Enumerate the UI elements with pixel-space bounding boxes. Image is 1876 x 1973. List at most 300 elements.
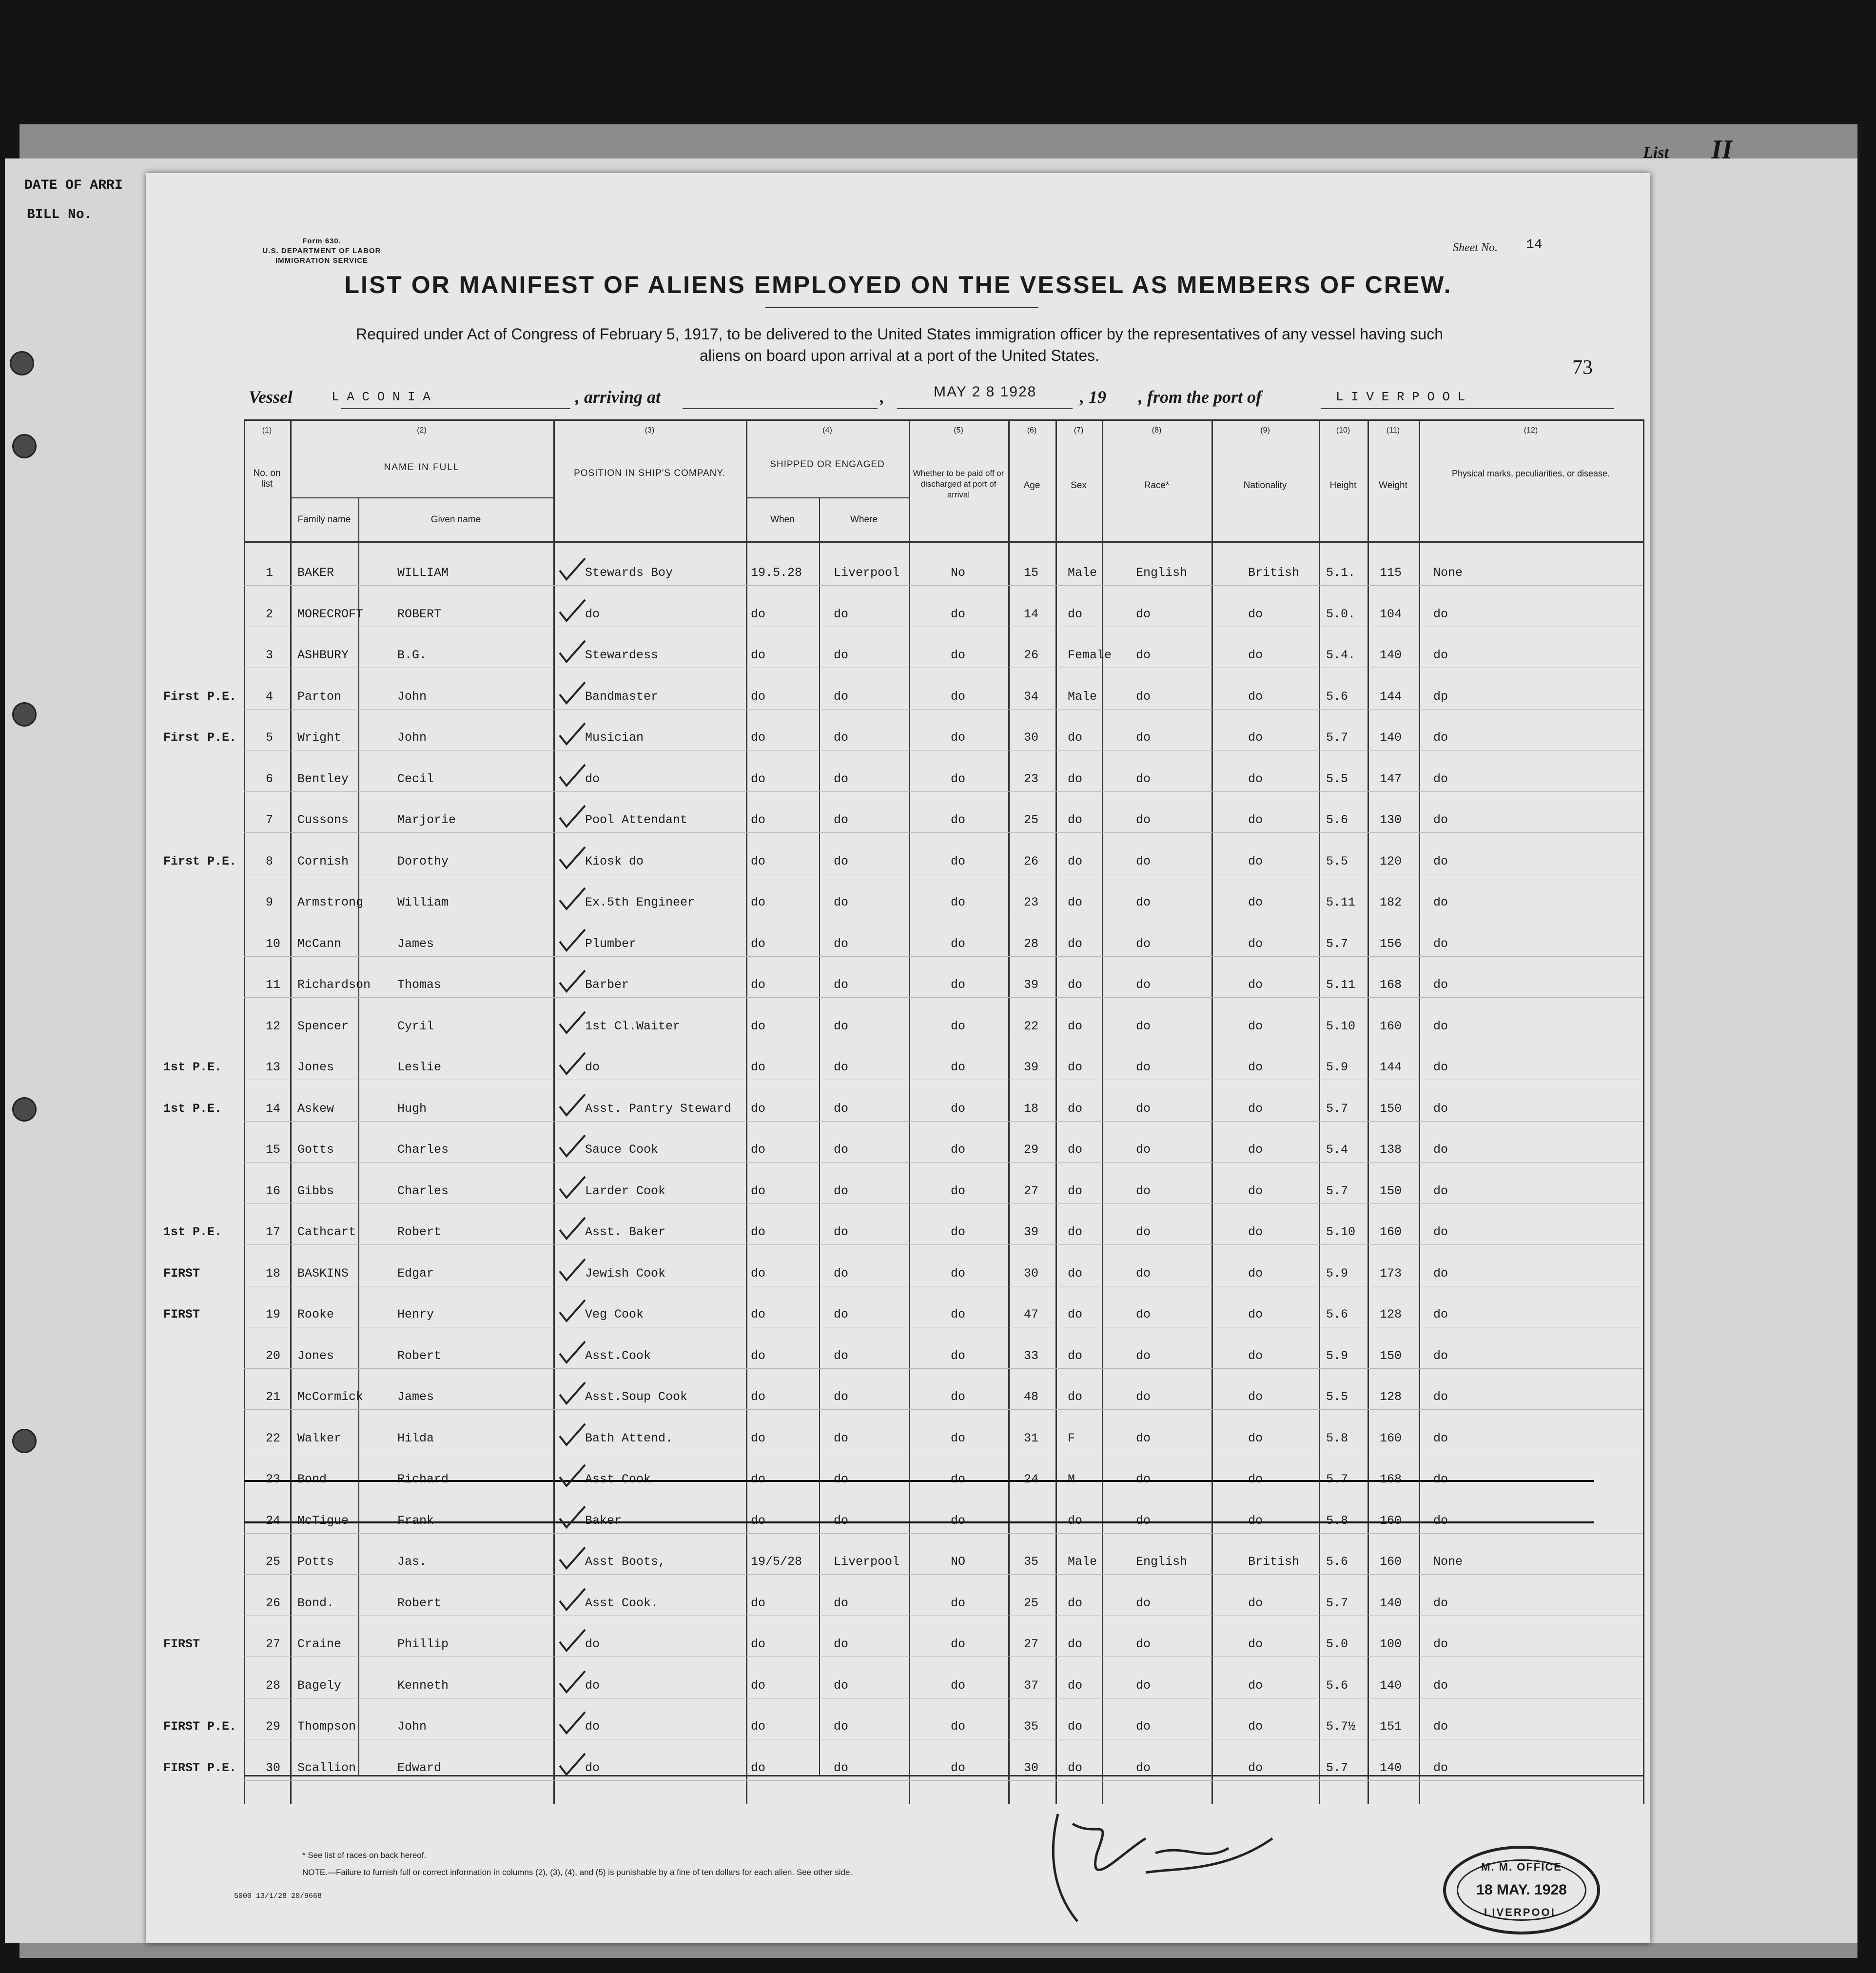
row-13-age: 39 bbox=[1024, 1060, 1039, 1074]
row-11-paid: do bbox=[951, 978, 966, 992]
row-11-nationality: do bbox=[1248, 978, 1263, 992]
row-5-given: John bbox=[397, 730, 427, 745]
column-number: (5) bbox=[954, 426, 963, 434]
row-18-age: 30 bbox=[1024, 1266, 1039, 1281]
row-9-nationality: do bbox=[1248, 895, 1263, 909]
check-mark-icon bbox=[556, 762, 590, 791]
row-19-height: 5.6 bbox=[1326, 1307, 1348, 1322]
title-rule bbox=[765, 307, 1038, 308]
row-22-no: 22 bbox=[266, 1431, 281, 1445]
row-25-sex: Male bbox=[1068, 1555, 1097, 1569]
row-27-no: 27 bbox=[266, 1637, 281, 1651]
row-7-position: Pool Attendant bbox=[585, 813, 688, 827]
row-22-age: 31 bbox=[1024, 1431, 1039, 1445]
row-1-age: 15 bbox=[1024, 566, 1039, 580]
row-26-where: do bbox=[834, 1596, 849, 1610]
row-8-height: 5.5 bbox=[1326, 854, 1348, 868]
row-22-where: do bbox=[834, 1431, 849, 1445]
row-19-marks: do bbox=[1433, 1307, 1448, 1322]
column-divider bbox=[1419, 419, 1420, 1804]
row-2-marks: do bbox=[1433, 607, 1448, 621]
row-16-age: 27 bbox=[1024, 1184, 1039, 1198]
row-26-no: 26 bbox=[266, 1596, 281, 1610]
row-20-height: 5.9 bbox=[1326, 1348, 1348, 1363]
row-2-height: 5.0. bbox=[1326, 607, 1356, 621]
row-11-position: Barber bbox=[585, 978, 629, 992]
print-code: 5000 13/1/28 20/9668 bbox=[234, 1892, 322, 1900]
row-26-paid: do bbox=[951, 1596, 966, 1610]
page-number: 73 bbox=[1572, 356, 1593, 379]
column-divider bbox=[290, 419, 292, 1804]
row-3-given: B.G. bbox=[397, 648, 427, 662]
row-23-marks: do bbox=[1433, 1472, 1448, 1486]
service-name: IMMIGRATION SERVICE bbox=[275, 256, 369, 265]
column-divider bbox=[1368, 419, 1369, 1804]
check-mark-icon bbox=[556, 1257, 590, 1286]
row-24-height: 5.8 bbox=[1326, 1513, 1348, 1528]
row-24-no: 24 bbox=[266, 1513, 281, 1528]
row-13-family: Jones bbox=[297, 1060, 334, 1074]
row-7-where: do bbox=[834, 813, 849, 827]
row-22-given: Hilda bbox=[397, 1431, 434, 1445]
row-1-where: Liverpool bbox=[834, 566, 900, 580]
row-10-sex: do bbox=[1068, 936, 1083, 951]
date-of-arrival-label: DATE OF ARRI bbox=[24, 178, 123, 193]
row-5-weight: 140 bbox=[1380, 730, 1402, 745]
row-2-position: do bbox=[585, 607, 600, 621]
column-divider bbox=[1102, 419, 1103, 1804]
row-28-given: Kenneth bbox=[397, 1678, 449, 1693]
row-9-when: do bbox=[751, 895, 766, 909]
row-12-when: do bbox=[751, 1019, 766, 1033]
row-21-when: do bbox=[751, 1390, 766, 1404]
check-mark-icon bbox=[556, 927, 590, 956]
punch-hole bbox=[12, 1429, 37, 1453]
stamp-date: 18 MAY. 1928 bbox=[1476, 1882, 1567, 1898]
row-6-family: Bentley bbox=[297, 771, 349, 786]
row-25-nationality: British bbox=[1248, 1555, 1300, 1569]
row-27-nationality: do bbox=[1248, 1637, 1263, 1651]
row-6-height: 5.5 bbox=[1326, 771, 1348, 786]
row-14-sex: do bbox=[1068, 1101, 1083, 1116]
strikethrough-line bbox=[244, 1521, 1594, 1523]
header-shipped-or-engaged: SHIPPED OR ENGAGED bbox=[770, 459, 885, 470]
row-16-where: do bbox=[834, 1184, 849, 1198]
row-21-race: do bbox=[1136, 1390, 1151, 1404]
row-12-marks: do bbox=[1433, 1019, 1448, 1033]
row-22-race: do bbox=[1136, 1431, 1151, 1445]
row-28-height: 5.6 bbox=[1326, 1678, 1348, 1693]
row-2-paid: do bbox=[951, 607, 966, 621]
date-underline bbox=[897, 408, 1073, 409]
check-mark-icon bbox=[556, 1421, 590, 1451]
row-8-age: 26 bbox=[1024, 854, 1039, 868]
row-7-sex: do bbox=[1068, 813, 1083, 827]
row-7-family: Cussons bbox=[297, 813, 349, 827]
row-9-where: do bbox=[834, 895, 849, 909]
row-9-sex: do bbox=[1068, 895, 1083, 909]
header-race: Race* bbox=[1144, 480, 1170, 491]
row-12-race: do bbox=[1136, 1019, 1151, 1033]
row-20-marks: do bbox=[1433, 1348, 1448, 1363]
row-15-marks: do bbox=[1433, 1143, 1448, 1157]
row-27-margin-note: FIRST bbox=[163, 1637, 200, 1651]
row-29-weight: 151 bbox=[1380, 1719, 1402, 1734]
check-mark-icon bbox=[556, 1751, 590, 1780]
row-16-marks: do bbox=[1433, 1184, 1448, 1198]
row-25-where: Liverpool bbox=[834, 1555, 900, 1569]
row-15-nationality: do bbox=[1248, 1143, 1263, 1157]
row-30-no: 30 bbox=[266, 1760, 281, 1775]
row-8-marks: do bbox=[1433, 854, 1448, 868]
row-16-given: Charles bbox=[397, 1184, 449, 1198]
row-12-age: 22 bbox=[1024, 1019, 1039, 1033]
row-10-no: 10 bbox=[266, 936, 281, 951]
row-26-given: Robert bbox=[397, 1596, 442, 1610]
row-15-race: do bbox=[1136, 1143, 1151, 1157]
row-5-when: do bbox=[751, 730, 766, 745]
check-mark-icon bbox=[556, 845, 590, 874]
row-21-height: 5.5 bbox=[1326, 1390, 1348, 1404]
row-8-nationality: do bbox=[1248, 854, 1263, 868]
row-13-race: do bbox=[1136, 1060, 1151, 1074]
row-2-given: ROBERT bbox=[397, 607, 442, 621]
row-11-family: Richardson bbox=[297, 978, 371, 992]
row-24-where: do bbox=[834, 1513, 849, 1528]
row-3-family: ASHBURY bbox=[297, 648, 349, 662]
strikethrough-line bbox=[244, 1480, 1594, 1482]
check-mark-icon bbox=[556, 1380, 590, 1409]
row-23-nationality: do bbox=[1248, 1472, 1263, 1486]
row-14-family: Askew bbox=[297, 1101, 334, 1116]
row-20-when: do bbox=[751, 1348, 766, 1363]
row-8-when: do bbox=[751, 854, 766, 868]
check-mark-icon bbox=[556, 556, 590, 585]
row-9-given: William bbox=[397, 895, 449, 909]
row-24-weight: 160 bbox=[1380, 1513, 1402, 1528]
row-23-age: 24 bbox=[1024, 1472, 1039, 1486]
row-5-sex: do bbox=[1068, 730, 1083, 745]
handwritten-signature bbox=[999, 1795, 1438, 1941]
check-mark-icon bbox=[556, 1050, 590, 1080]
form-header bbox=[244, 237, 400, 266]
column-divider bbox=[1643, 419, 1644, 1804]
stamp-city: LIVERPOOL bbox=[1484, 1906, 1560, 1918]
row-9-paid: do bbox=[951, 895, 966, 909]
row-2-nationality: do bbox=[1248, 607, 1263, 621]
row-29-when: do bbox=[751, 1719, 766, 1734]
vessel-line bbox=[249, 383, 1638, 412]
row-12-nationality: do bbox=[1248, 1019, 1263, 1033]
row-1-paid: No bbox=[951, 566, 966, 580]
row-7-marks: do bbox=[1433, 813, 1448, 827]
row-4-margin-note: First P.E. bbox=[163, 689, 237, 704]
row-25-age: 35 bbox=[1024, 1555, 1039, 1569]
row-27-family: Craine bbox=[297, 1637, 342, 1651]
row-10-height: 5.7 bbox=[1326, 936, 1348, 951]
row-11-sex: do bbox=[1068, 978, 1083, 992]
row-rule bbox=[244, 709, 1643, 710]
row-3-race: do bbox=[1136, 648, 1151, 662]
row-3-position: Stewardess bbox=[585, 648, 659, 662]
check-mark-icon bbox=[556, 1215, 590, 1244]
mm-office-stamp bbox=[1443, 1846, 1600, 1934]
row-16-when: do bbox=[751, 1184, 766, 1198]
punch-hole bbox=[12, 434, 37, 458]
row-13-no: 13 bbox=[266, 1060, 281, 1074]
table-bottom-border bbox=[244, 1775, 1643, 1776]
check-mark-icon bbox=[556, 803, 590, 832]
row-12-where: do bbox=[834, 1019, 849, 1033]
row-23-position: Asst Cook bbox=[585, 1472, 651, 1486]
row-rule bbox=[244, 585, 1643, 586]
row-29-marks: do bbox=[1433, 1719, 1448, 1734]
row-16-sex: do bbox=[1068, 1184, 1083, 1198]
row-21-paid: do bbox=[951, 1390, 966, 1404]
row-25-family: Potts bbox=[297, 1555, 334, 1569]
row-16-height: 5.7 bbox=[1326, 1184, 1348, 1198]
row-4-sex: Male bbox=[1068, 689, 1097, 704]
row-15-position: Sauce Cook bbox=[585, 1143, 659, 1157]
row-18-where: do bbox=[834, 1266, 849, 1281]
row-25-weight: 160 bbox=[1380, 1555, 1402, 1569]
check-mark-icon bbox=[556, 1710, 590, 1739]
row-29-margin-note: FIRST P.E. bbox=[163, 1719, 237, 1734]
row-18-paid: do bbox=[951, 1266, 966, 1281]
row-24-when: do bbox=[751, 1513, 766, 1528]
header-position: POSITION IN SHIP'S COMPANY. bbox=[574, 468, 725, 478]
column-number: (9) bbox=[1260, 426, 1270, 434]
row-12-height: 5.10 bbox=[1326, 1019, 1356, 1033]
row-19-paid: do bbox=[951, 1307, 966, 1322]
row-30-paid: do bbox=[951, 1760, 966, 1775]
table-top-border bbox=[244, 419, 1643, 421]
row-25-given: Jas. bbox=[397, 1555, 427, 1569]
row-20-given: Robert bbox=[397, 1348, 442, 1363]
header-weight: Weight bbox=[1379, 480, 1407, 491]
row-17-height: 5.10 bbox=[1326, 1225, 1356, 1239]
row-15-no: 15 bbox=[266, 1143, 281, 1157]
row-rule bbox=[244, 1368, 1643, 1369]
row-17-sex: do bbox=[1068, 1225, 1083, 1239]
row-20-where: do bbox=[834, 1348, 849, 1363]
row-19-position: Veg Cook bbox=[585, 1307, 644, 1322]
row-15-given: Charles bbox=[397, 1143, 449, 1157]
row-14-no: 14 bbox=[266, 1101, 281, 1116]
row-18-family: BASKINS bbox=[297, 1266, 349, 1281]
sheet-number: 14 bbox=[1526, 237, 1543, 253]
row-20-weight: 150 bbox=[1380, 1348, 1402, 1363]
year-label: , 19 bbox=[1080, 387, 1106, 407]
row-20-position: Asst.Cook bbox=[585, 1348, 651, 1363]
check-mark-icon bbox=[556, 1298, 590, 1327]
row-7-given: Marjorie bbox=[397, 813, 456, 827]
row-7-race: do bbox=[1136, 813, 1151, 827]
row-30-family: Scallion bbox=[297, 1760, 356, 1775]
row-1-race: English bbox=[1136, 566, 1188, 580]
row-4-height: 5.6 bbox=[1326, 689, 1348, 704]
row-9-age: 23 bbox=[1024, 895, 1039, 909]
row-23-family: Bond bbox=[297, 1472, 327, 1486]
row-21-where: do bbox=[834, 1390, 849, 1404]
row-27-sex: do bbox=[1068, 1637, 1083, 1651]
arriving-label: , arriving at bbox=[575, 387, 661, 407]
row-19-margin-note: FIRST bbox=[163, 1307, 200, 1322]
subtitle-line-1: Required under Act of Congress of February 5, 1917, to be delivered to the United States immigration officer by the representatives of any vessel having such bbox=[356, 325, 1443, 343]
row-11-race: do bbox=[1136, 978, 1151, 992]
row-14-where: do bbox=[834, 1101, 849, 1116]
row-15-paid: do bbox=[951, 1143, 966, 1157]
row-20-age: 33 bbox=[1024, 1348, 1039, 1363]
row-18-height: 5.9 bbox=[1326, 1266, 1348, 1281]
row-29-nationality: do bbox=[1248, 1719, 1263, 1734]
row-3-age: 26 bbox=[1024, 648, 1039, 662]
row-19-where: do bbox=[834, 1307, 849, 1322]
row-4-no: 4 bbox=[266, 689, 274, 704]
row-28-age: 37 bbox=[1024, 1678, 1039, 1693]
header-name-in-full: NAME IN FULL bbox=[384, 462, 460, 473]
row-25-no: 25 bbox=[266, 1555, 281, 1569]
row-7-nationality: do bbox=[1248, 813, 1263, 827]
row-30-margin-note: FIRST P.E. bbox=[163, 1760, 237, 1775]
check-mark-icon bbox=[556, 1586, 590, 1616]
row-10-paid: do bbox=[951, 936, 966, 951]
check-mark-icon bbox=[556, 721, 590, 750]
row-6-where: do bbox=[834, 771, 849, 786]
row-1-when: 19.5.28 bbox=[751, 566, 802, 580]
row-5-height: 5.7 bbox=[1326, 730, 1348, 745]
row-26-sex: do bbox=[1068, 1596, 1083, 1610]
row-rule bbox=[244, 1162, 1643, 1163]
bill-number-label: BILL No. bbox=[27, 207, 93, 222]
row-25-height: 5.6 bbox=[1326, 1555, 1348, 1569]
row-25-race: English bbox=[1136, 1555, 1188, 1569]
row-3-when: do bbox=[751, 648, 766, 662]
row-26-family: Bond. bbox=[297, 1596, 334, 1610]
row-2-where: do bbox=[834, 607, 849, 621]
row-17-nationality: do bbox=[1248, 1225, 1263, 1239]
row-16-weight: 150 bbox=[1380, 1184, 1402, 1198]
row-6-race: do bbox=[1136, 771, 1151, 786]
row-5-race: do bbox=[1136, 730, 1151, 745]
row-28-nationality: do bbox=[1248, 1678, 1263, 1693]
row-2-family: MORECROFT bbox=[297, 607, 364, 621]
check-mark-icon bbox=[556, 1669, 590, 1698]
row-rule bbox=[244, 1244, 1643, 1245]
row-4-family: Parton bbox=[297, 689, 342, 704]
manifest-page bbox=[146, 173, 1650, 1943]
row-5-margin-note: First P.E. bbox=[163, 730, 237, 745]
row-29-race: do bbox=[1136, 1719, 1151, 1734]
row-15-when: do bbox=[751, 1143, 766, 1157]
row-rule bbox=[244, 1409, 1643, 1410]
row-29-height: 5.7½ bbox=[1326, 1719, 1356, 1734]
row-23-paid: do bbox=[951, 1472, 966, 1486]
row-27-race: do bbox=[1136, 1637, 1151, 1651]
row-28-where: do bbox=[834, 1678, 849, 1693]
row-17-no: 17 bbox=[266, 1225, 281, 1239]
row-4-given: John bbox=[397, 689, 427, 704]
check-mark-icon bbox=[556, 1133, 590, 1162]
vessel-underline bbox=[341, 408, 570, 409]
row-8-where: do bbox=[834, 854, 849, 868]
row-11-when: do bbox=[751, 978, 766, 992]
row-7-age: 25 bbox=[1024, 813, 1039, 827]
row-17-given: Robert bbox=[397, 1225, 442, 1239]
column-divider bbox=[244, 419, 245, 1804]
row-26-race: do bbox=[1136, 1596, 1151, 1610]
row-6-age: 23 bbox=[1024, 771, 1039, 786]
sheet-label: Sheet No. bbox=[1453, 241, 1498, 254]
row-27-paid: do bbox=[951, 1637, 966, 1651]
row-29-no: 29 bbox=[266, 1719, 281, 1734]
row-28-position: do bbox=[585, 1678, 600, 1693]
row-5-family: Wright bbox=[297, 730, 342, 745]
crew-manifest-table bbox=[163, 419, 1643, 1804]
row-12-no: 12 bbox=[266, 1019, 281, 1033]
row-8-no: 8 bbox=[266, 854, 274, 868]
check-mark-icon bbox=[556, 1092, 590, 1121]
row-4-where: do bbox=[834, 689, 849, 704]
column-divider bbox=[1008, 419, 1010, 1804]
row-19-family: Rooke bbox=[297, 1307, 334, 1322]
row-24-given: Frank bbox=[397, 1513, 434, 1528]
row-4-age: 34 bbox=[1024, 689, 1039, 704]
row-6-nationality: do bbox=[1248, 771, 1263, 786]
list-value: II bbox=[1711, 135, 1733, 165]
header-nationality: Nationality bbox=[1243, 480, 1287, 491]
arrival-date-stamp: MAY 2 8 1928 bbox=[934, 384, 1037, 400]
row-21-position: Asst.Soup Cook bbox=[585, 1390, 688, 1404]
row-20-sex: do bbox=[1068, 1348, 1083, 1363]
row-19-weight: 128 bbox=[1380, 1307, 1402, 1322]
row-30-when: do bbox=[751, 1760, 766, 1775]
row-17-paid: do bbox=[951, 1225, 966, 1239]
column-number: (3) bbox=[645, 426, 655, 434]
row-29-paid: do bbox=[951, 1719, 966, 1734]
row-24-sex: do bbox=[1068, 1513, 1083, 1528]
row-20-paid: do bbox=[951, 1348, 966, 1363]
row-rule bbox=[244, 832, 1643, 833]
row-4-paid: do bbox=[951, 689, 966, 704]
subtitle-line-2: aliens on board upon arrival at a port of the United States. bbox=[699, 347, 1100, 364]
check-mark-icon bbox=[556, 886, 590, 915]
row-30-nationality: do bbox=[1248, 1760, 1263, 1775]
header-where: Where bbox=[850, 514, 878, 525]
row-13-height: 5.9 bbox=[1326, 1060, 1348, 1074]
row-21-marks: do bbox=[1433, 1390, 1448, 1404]
row-26-when: do bbox=[751, 1596, 766, 1610]
row-17-position: Asst. Baker bbox=[585, 1225, 666, 1239]
row-13-weight: 144 bbox=[1380, 1060, 1402, 1074]
row-10-age: 28 bbox=[1024, 936, 1039, 951]
row-19-race: do bbox=[1136, 1307, 1151, 1322]
column-number: (2) bbox=[417, 426, 427, 434]
row-23-height: 5.7 bbox=[1326, 1472, 1348, 1486]
row-29-family: Thompson bbox=[297, 1719, 356, 1734]
row-23-weight: 168 bbox=[1380, 1472, 1402, 1486]
row-18-when: do bbox=[751, 1266, 766, 1281]
row-16-nationality: do bbox=[1248, 1184, 1263, 1198]
row-4-position: Bandmaster bbox=[585, 689, 659, 704]
row-22-paid: do bbox=[951, 1431, 966, 1445]
row-29-where: do bbox=[834, 1719, 849, 1734]
penalty-note: NOTE.—Failure to furnish full or correct information in columns (2), (3), (4), and (5) is punishable by a fine of ten dollars for each alien. See other side. bbox=[302, 1868, 853, 1877]
row-30-given: Edward bbox=[397, 1760, 442, 1775]
row-30-where: do bbox=[834, 1760, 849, 1775]
row-29-given: John bbox=[397, 1719, 427, 1734]
row-3-weight: 140 bbox=[1380, 648, 1402, 662]
